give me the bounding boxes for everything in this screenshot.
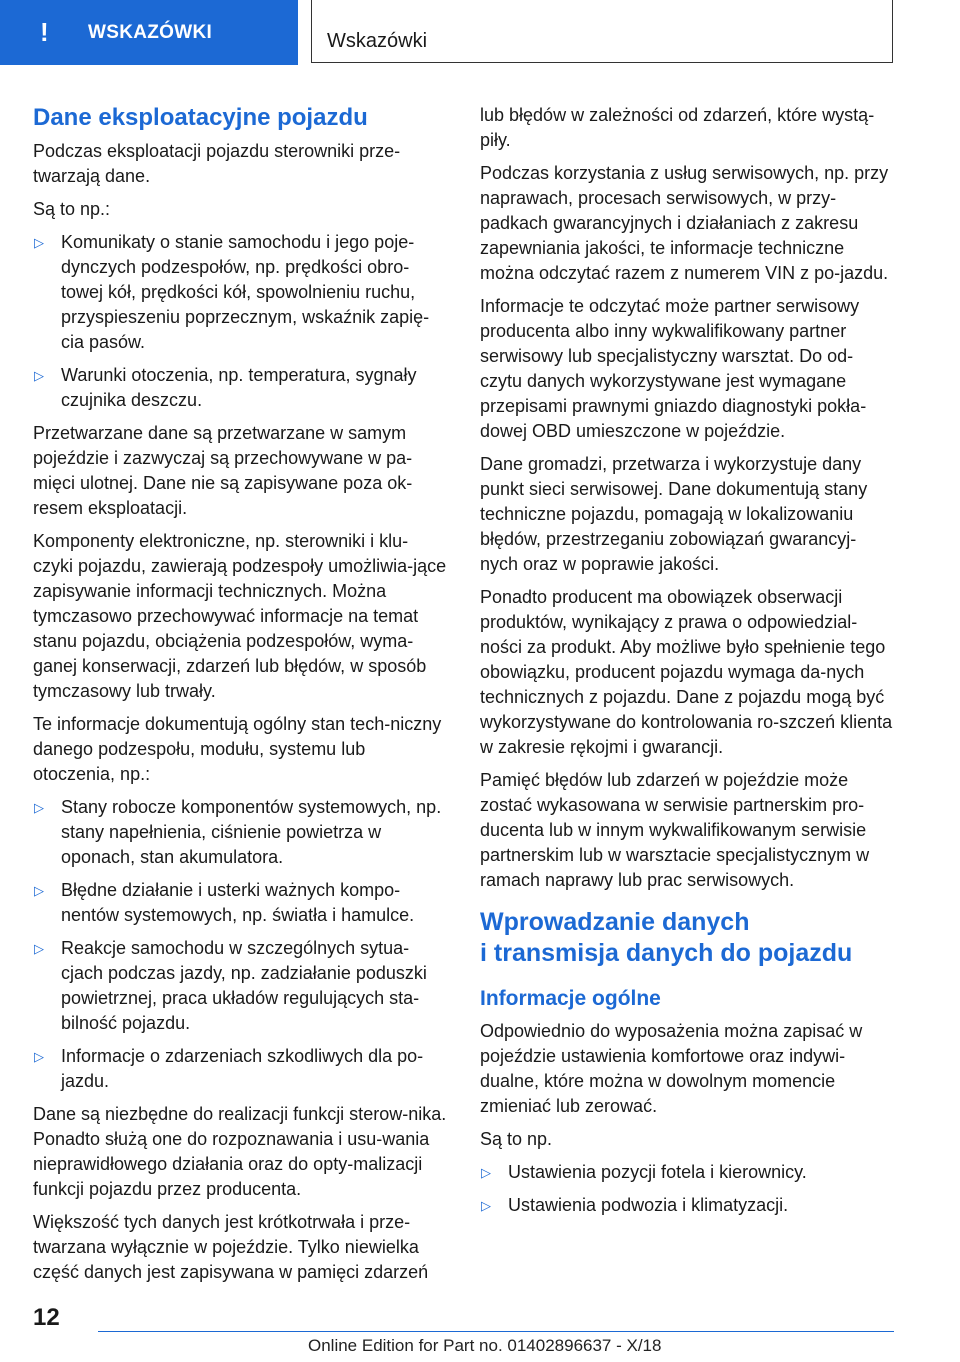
header-title-box (311, 0, 893, 63)
paragraph: Odpowiednio do wyposażenia można zapisać w pojeździe ustawienia komfortowe oraz indywi-dualne, które można w dowolnym momencie zmieniać lub zerować. (480, 1021, 863, 1116)
list-item-text: Informacje o zdarzeniach szkodliwych dla po-jazdu. (61, 1046, 424, 1091)
triangle-bullet-icon: ▷ (34, 235, 44, 250)
list-item (33, 878, 447, 928)
list-item (33, 936, 447, 1036)
bullet-list (480, 1160, 894, 1218)
edition-footer: Online Edition for Part no. 01402896637 - X/18 (308, 1336, 662, 1355)
heading-line: i transmisja danych do pojazdu (480, 939, 853, 967)
right-column (480, 103, 894, 1226)
section-tab (0, 0, 298, 65)
paragraph: Przetwarzane dane są przetwarzane w samym pojeździe i zazwyczaj są przechowywane w pa-mięci ulotnej. Dane nie są zapisywane poza ok-resem eksploatacji. (33, 423, 413, 518)
section-heading-vehicle-data: Dane eksploatacyjne pojazdu (33, 104, 368, 131)
paragraph: Ponadto producent ma obowiązek obserwacji produktów, wynikający z prawa o odpowiedzial-ności za produkt. Aby możliwe było spełnienie tego obowiązku, producent pojazdu wymaga da-nych technicznych z pojazdu. Dane z pojazdu mogą być wykorzystywane do kontrolowania ro-szczeń klienta w zakresie rękojmi i gwarancji. (480, 587, 893, 757)
paragraph: lub błędów w zależności od zdarzeń, które wystą-piły. (480, 105, 875, 150)
triangle-bullet-icon: ▷ (481, 1198, 491, 1213)
list-item-text: Warunki otoczenia, np. temperatura, sygnały czujnika deszczu. (61, 365, 417, 410)
paragraph: Są to np. (480, 1129, 553, 1149)
section-heading-data-input (480, 907, 894, 969)
list-item (33, 795, 447, 870)
triangle-bullet-icon: ▷ (34, 800, 44, 815)
list-item (33, 1044, 447, 1094)
paragraph: Podczas eksploatacji pojazdu sterowniki prze-twarzają dane. (33, 141, 401, 186)
header-title: Wskazówki (327, 30, 428, 52)
heading-line: Wprowadzanie danych (480, 908, 750, 936)
list-item (33, 230, 447, 355)
paragraph: Informacje te odczytać może partner serwisowy producenta albo inny wykwalifikowany partner serwisowy lub specjalistyczny warsztat. Do od-czytu danych wykorzystywane jest wymagane przepisami prawnymi gniazdo diagnostyki pokła-dowej OBD umieszczone w pojeździe. (480, 296, 867, 441)
paragraph: Komponenty elektroniczne, np. sterowniki i klu-czyki pojazdu, zawierają podzespoły umożliwia-jące zapisywanie informacji technicznych. Można tymczasowo przechowywać informacje na temat stanu pojazdu, obciążenia podzespołów, wyma-ganej konserwacji, zdarzeń lub błędów, w sposób tymczasowy lub trwały. (33, 531, 447, 701)
list-item-text: Stany robocze komponentów systemowych, np. stany napełnienia, ciśnienie powietrza w oponach, stan akumulatora. (61, 797, 442, 867)
exclamation-icon: ! (40, 17, 49, 47)
paragraph: Są to np.: (33, 199, 111, 219)
paragraph: Dane gromadzi, przetwarza i wykorzystuje dany punkt sieci serwisowej. Dane dokumentują stany techniczne pojazdu, pomagają w lokalizowaniu błędów, przestrzeganiu zobowiązań gwarancyj-nych oraz w poprawie jakości. (480, 454, 868, 574)
left-column (33, 103, 447, 1293)
paragraph: Dane są niezbędne do realizacji funkcji sterow-nika. Ponadto służą one do rozpoznawania i usu-wania nieprawidłowego działania oraz do opty-malizacji funkcji pojazdu przez producenta. (33, 1104, 447, 1199)
list-item-text: Ustawienia pozycji fotela i kierownicy. (508, 1162, 807, 1182)
list-item-text: Reakcje samochodu w szczególnych sytua-cjach podczas jazdy, np. zadziałanie poduszki powietrznej, praca układów regulujących sta-bilność pojazdu. (61, 938, 427, 1033)
subheading-general-info: Informacje ogólne (480, 987, 661, 1010)
list-item-text: Komunikaty o stanie samochodu i jego poje-dynczych podzespołów, np. prędkości obro-towej kół, prędkości kół, spowolnieniu ruchu, przyspieszeniu poprzecznym, wskaźnik zapię-cia pasów. (61, 232, 430, 352)
triangle-bullet-icon: ▷ (34, 941, 44, 956)
list-item-text: Ustawienia podwozia i klimatyzacji. (508, 1195, 789, 1215)
list-item (480, 1193, 894, 1218)
list-item-text: Błędne działanie i usterki ważnych kompo-nentów systemowych, np. światła i hamulce. (61, 880, 415, 925)
triangle-bullet-icon: ▷ (34, 883, 44, 898)
triangle-bullet-icon: ▷ (481, 1165, 491, 1180)
page-number: 12 (33, 1304, 60, 1331)
paragraph: Większość tych danych jest krótkotrwała i prze-twarzana wyłącznie w pojeździe. Tylko niewielka część danych jest zapisywana w pamięci zdarzeń (33, 1212, 429, 1282)
bullet-list (33, 230, 447, 413)
list-item (33, 363, 447, 413)
footer-divider (98, 1331, 894, 1332)
triangle-bullet-icon: ▷ (34, 368, 44, 383)
paragraph: Te informacje dokumentują ogólny stan tech-niczny danego podzespołu, modułu, systemu lub otoczenia, np.: (33, 714, 442, 784)
paragraph: Podczas korzystania z usług serwisowych, np. przy naprawach, procesach serwisowych, w przy-padkach gwarancyjnych i działaniach z zakresu zapewniania jakości, te informacje techniczne można odczytać razem z numerem VIN z po-jazdu. (480, 163, 889, 283)
paragraph: Pamięć błędów lub zdarzeń w pojeździe może zostać wykasowana w serwisie partnerskim pro-ducenta lub w innym wykwalifikowanym serwisie partnerskim lub w warsztacie specjalistycznym w ramach naprawy lub prac serwisowych. (480, 770, 870, 890)
bullet-list (33, 795, 447, 1094)
section-label: WSKAZÓWKI (88, 21, 213, 43)
triangle-bullet-icon: ▷ (34, 1049, 44, 1064)
list-item (480, 1160, 894, 1185)
